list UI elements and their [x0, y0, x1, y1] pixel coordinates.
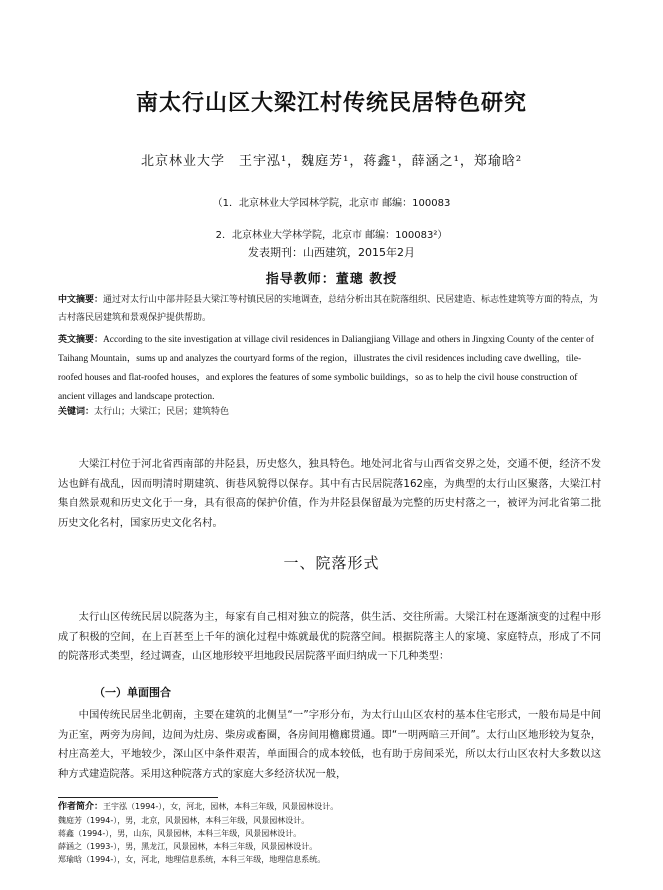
affiliation-1: （1．北京林业大学园林学院，北京市 邮编：100083 — [212, 198, 451, 209]
body-paragraph-1: 大梁江村位于河北省西南部的井陉县，历史悠久，独具特色。地处河北省与山西省交界之处，交通不便，经济不发达也鲜有战乱，因而明清时期建筑、街巷风貌得以保存。其中有古民居院落162座，为典型的太行山区聚落，大梁江村集自然景观和历史文化于一身，具有很高的保护价值，作为井陉县保留最为完整的历史村落之一，被评为河北省第二批历史文化名村，国家历史文化名村。 — [58, 458, 601, 529]
abstract-english — [58, 331, 601, 407]
author-line — [0, 150, 663, 169]
footnote-text: 王宇泓（1994-），女，河北，园林，本科三年级，风景园林设计。 — [103, 802, 339, 811]
paper-title: 南太行山区大梁江村传统民居特色研究 — [135, 91, 527, 116]
section-heading-1: 一、院落形式 — [283, 554, 380, 572]
footnote-line — [58, 827, 601, 840]
footnote-text: 薛涵之（1993-），男，黑龙江，风景园林，本科三年级，风景园林设计。 — [58, 842, 318, 851]
abstract-english-text: According to the site investigation at village civil residences in Daliangjiang Village and others in Jingxing County of the center of Taihang Mountain，sums up and analyzes the courtyard forms of the region，illustrates the civil residences including cave dwelling，tile-roofed houses and flat-roofed houses，and explores the features of some symbolic buildings，so as to help the civil house construction of ancient villages and landscape protection. — [58, 335, 594, 402]
footnote-line — [58, 840, 601, 853]
footnote-line — [58, 853, 601, 866]
publication-info: 发表期刊：山西建筑，2015年2月 — [248, 246, 415, 259]
footnote-text: 魏庭芳（1994-），男，北京，风景园林，本科三年级，风景园林设计。 — [58, 816, 310, 825]
footnote-line — [58, 800, 601, 814]
abstract-chinese-label: 中文摘要： — [58, 295, 104, 305]
author-names: 王宇泓¹，魏庭芳¹，蒋鑫¹，薛涵之¹，郑瑜晗² — [238, 154, 523, 169]
body-paragraph-2: 太行山区传统民居以院落为主，每家有自己相对独立的院落，供生活、交往所需。大梁江村在逐渐演变的过程中形成了积极的空间，在上百甚至上千年的演化过程中炼就最优的院落空间。根据院落主人的家境、家庭特点，形成了不同的院落形式类型，经过调查，山区地形较平坦地段民居院落平面归纳成一下几种类型： — [58, 611, 601, 662]
abstract-chinese-text: 通过对太行山中部井陉县大梁江等村镇民居的实地调查，总结分析出其在院落组织、民居建造、标志性建筑等方面的特点，为古村落民居建筑和景观保护提供帮助。 — [58, 295, 599, 323]
keywords-text: 太行山；大梁江；民居；建筑特色 — [94, 407, 230, 417]
author-institution: 北京林业大学 — [140, 154, 225, 169]
abstract-english-label: 英文摘要： — [58, 335, 104, 345]
footnote-text: 蒋鑫（1994-），男，山东，风景园林，本科三年级，风景园林设计。 — [58, 829, 302, 838]
keywords-label: 关键词： — [58, 407, 95, 417]
affiliation-2: 2．北京林业大学林学院，北京市 邮编：100083²） — [215, 230, 448, 241]
footnote-divider — [58, 797, 218, 798]
subsection-heading-1: （一）单面围合 — [94, 686, 171, 699]
footnote-text: 郑瑜晗（1994-），女，河北，地理信息系统，本科三年级，地理信息系统。 — [58, 855, 326, 864]
body-paragraph-3: 中国传统民居坐北朝南，主要在建筑的北侧呈“一”字形分布，为太行山山区农村的基本住宅形式，一般布局是中间为正室，两旁为房间，边间为灶房、柴房或畜圈，各房间用檐廊贯通。即“一明两暗三开间”。太行山区地形较为复杂，村庄高差大，平地较少，深山区中条件艰苦，单面围合的成本较低，也有助于房间采光，所以太行山区农村大多数以这种方式建造院落。采用这种院落方式的家庭大多经济状况一般， — [58, 709, 601, 780]
advisor-line: 指导教师：董璁 教授 — [265, 272, 398, 287]
footnote-line — [58, 814, 601, 827]
abstract-chinese — [58, 291, 601, 327]
keywords — [58, 403, 601, 421]
footnote-label: 作者简介： — [58, 802, 104, 812]
footnotes — [58, 800, 601, 866]
